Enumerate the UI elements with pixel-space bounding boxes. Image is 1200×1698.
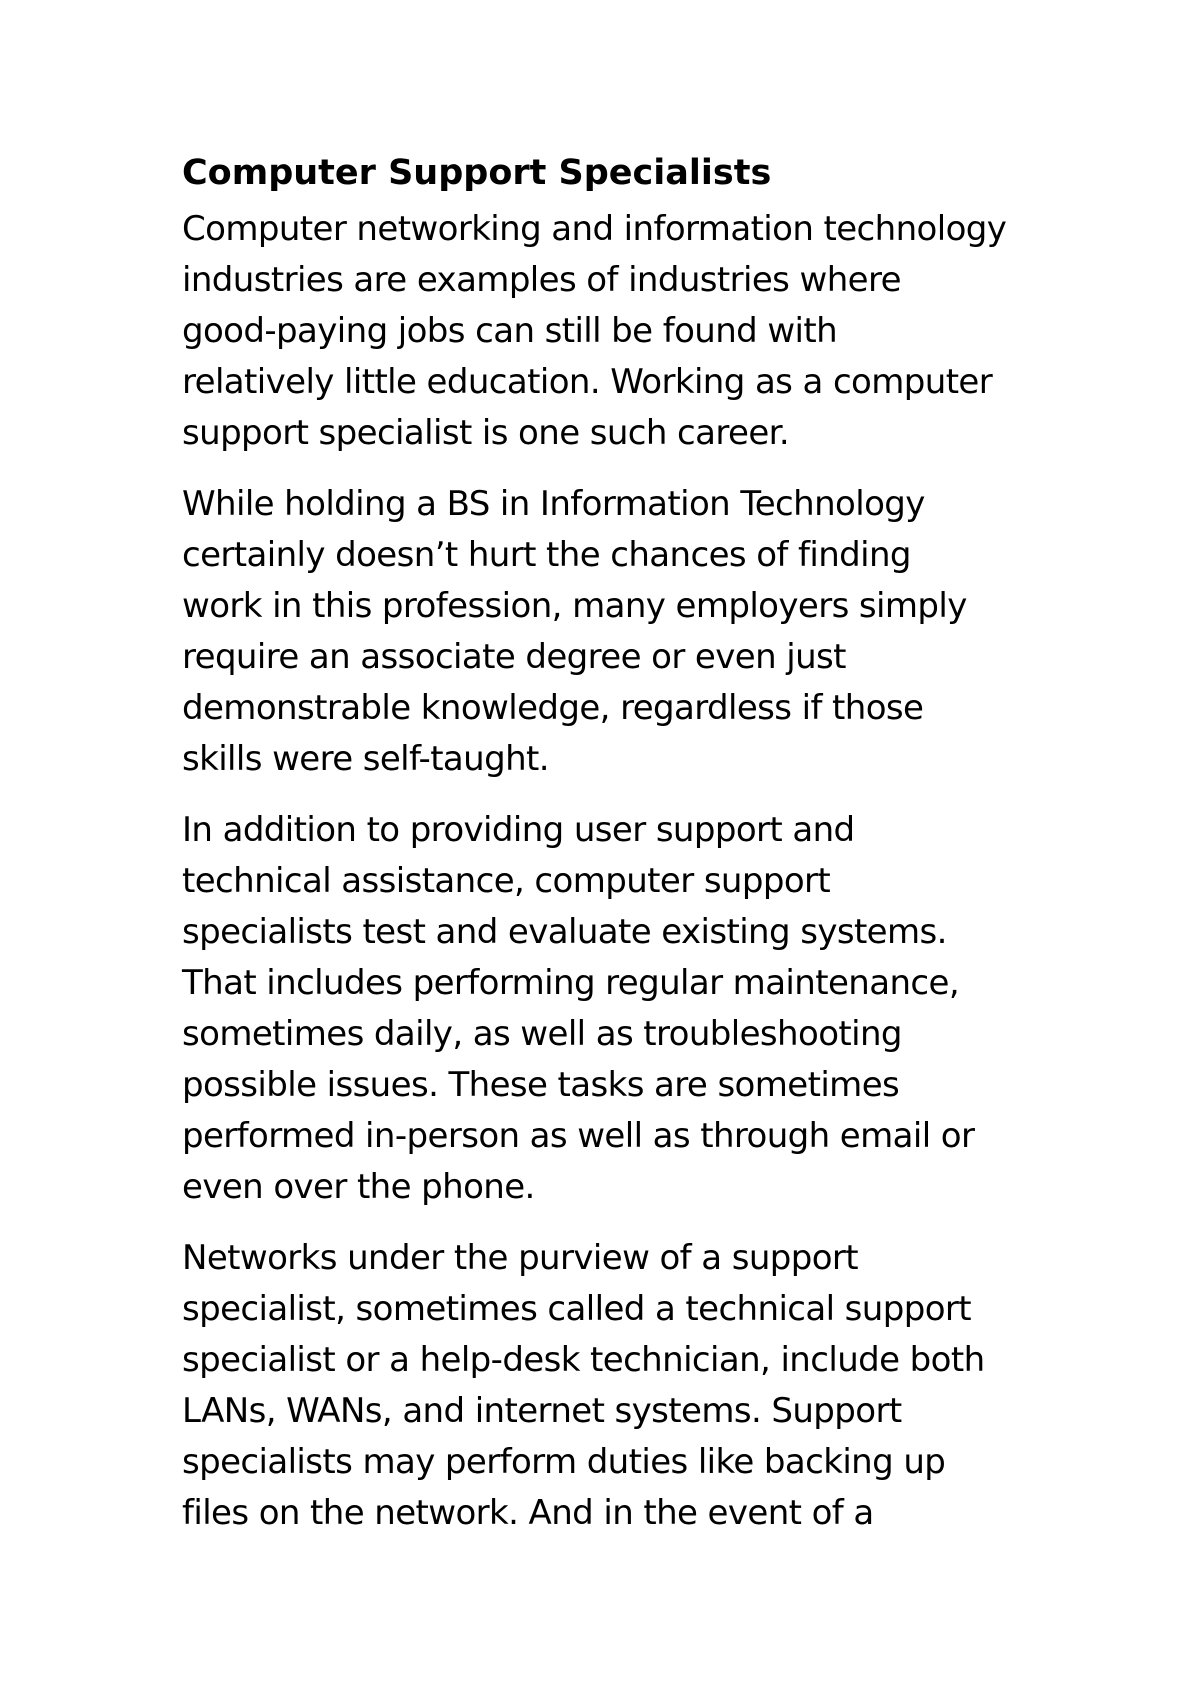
paragraph: In addition to providing user support and technical assistance, computer support specialists test and evaluate existing systems. That includes performing regular maintenance, sometimes daily, as well as troubleshooting possible issues. These tasks are sometimes performed in-person as well as through email or even over the phone. — [182, 810, 975, 1207]
paragraph: While holding a BS in Information Technology certainly doesn’t hurt the chances of finding work in this profession, many employers simply require an associate degree or even just demonstrable knowledge, regardless if those skills were self-taught. — [182, 484, 967, 779]
paragraph: Computer networking and information technology industries are examples of industries where good-paying jobs can still be found with relatively little education. Working as a computer support specialist is one such career. — [182, 209, 1007, 453]
document-title: Computer Support Specialists — [182, 153, 772, 193]
paragraph: Networks under the purview of a support specialist, sometimes called a technical support specialist or a help-desk technician, include both LANs, WANs, and internet systems. Support specialists may perform duties like backing up files on the network. And in the event of a — [182, 1238, 985, 1533]
document-body — [182, 148, 1062, 1559]
